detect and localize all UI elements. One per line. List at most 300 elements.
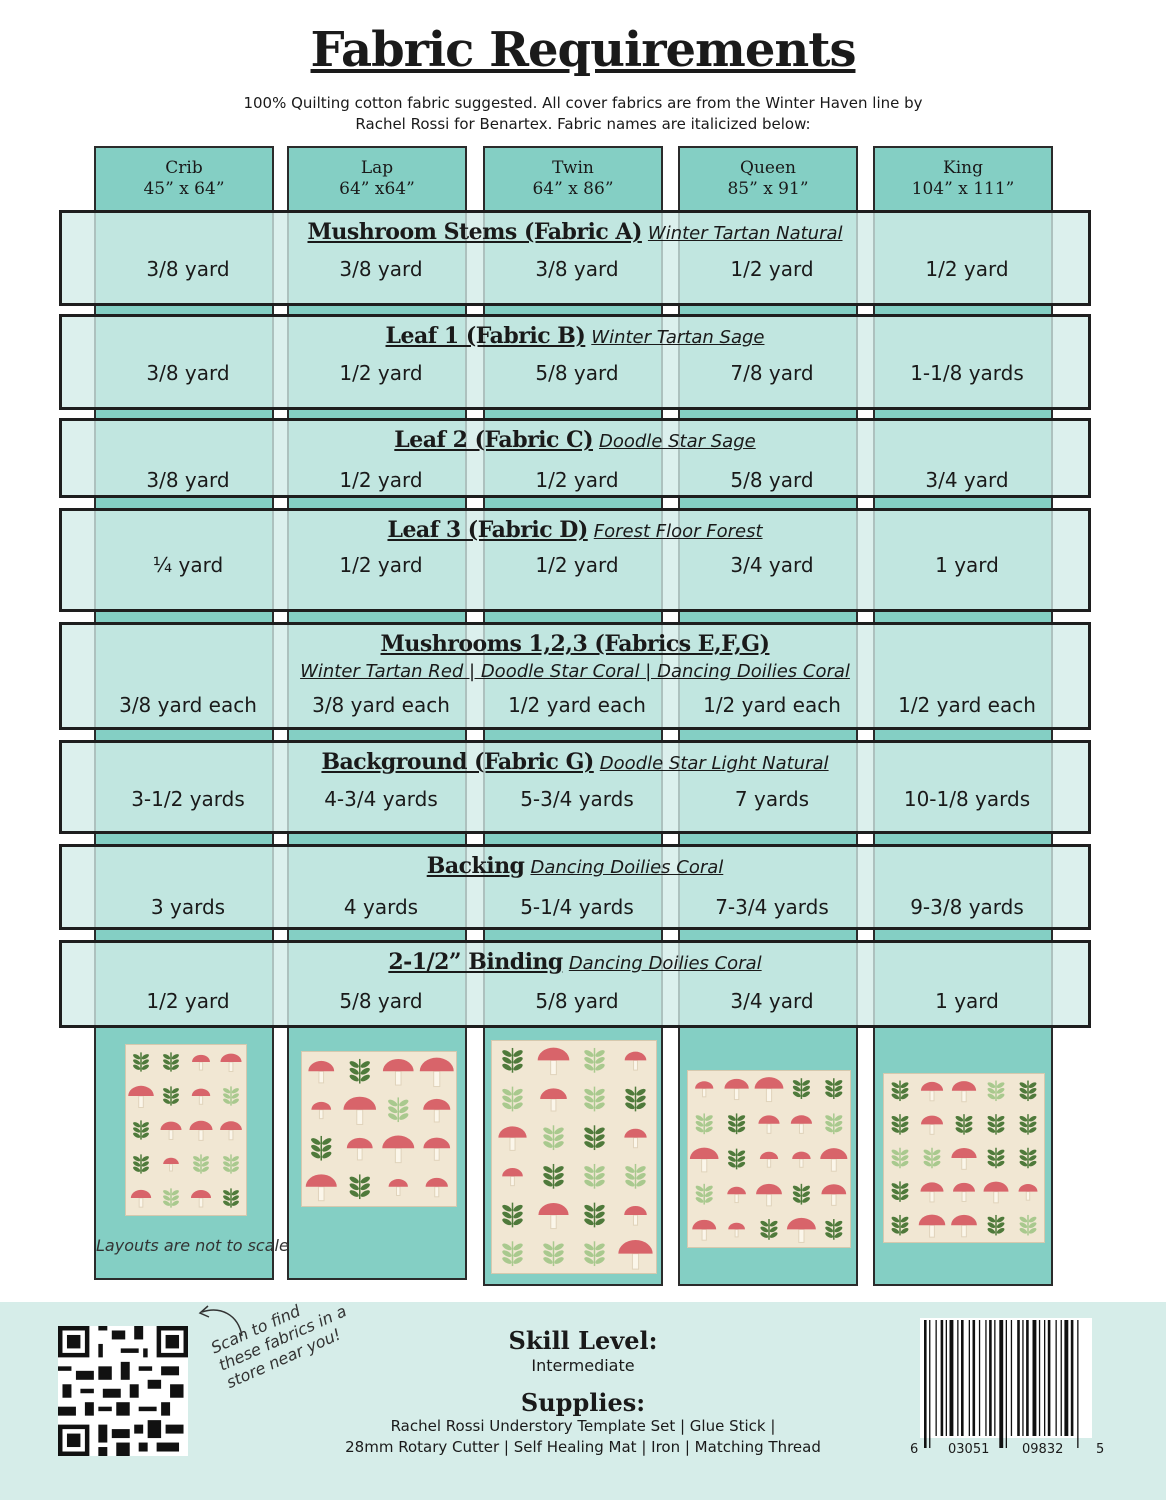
leaf-icon	[891, 1081, 900, 1089]
mushroom-icon	[727, 1187, 746, 1194]
leaf-icon	[736, 1161, 746, 1169]
column-size: 64” x 86”	[532, 179, 614, 199]
yardage-cell: 1/2 yard	[535, 553, 619, 577]
leaf-icon	[360, 1067, 371, 1076]
mushroom-icon	[755, 1077, 784, 1089]
yardage-cell: 7/8 yard	[730, 361, 814, 385]
leaf-icon	[760, 1220, 770, 1228]
barcode-icon	[906, 1318, 1106, 1468]
leaf-icon	[321, 1150, 332, 1159]
leaf-icon	[987, 1115, 996, 1123]
quilt-pattern	[492, 1041, 656, 1273]
leaf-icon	[594, 1242, 605, 1251]
leaf-icon	[824, 1220, 834, 1228]
leaf-icon	[201, 1155, 210, 1162]
mushroom-icon	[695, 1081, 713, 1088]
leaf-icon	[594, 1062, 605, 1071]
leaf-icon	[1028, 1154, 1037, 1162]
skill-level-label: Skill Level:	[508, 1326, 658, 1355]
column-header	[485, 158, 661, 200]
leaf-icon	[635, 1178, 646, 1187]
leaf-icon	[594, 1140, 605, 1149]
yardage-cell: 5-3/4 yards	[520, 787, 634, 811]
leaf-icon	[834, 1085, 844, 1093]
mushroom-icon	[382, 1135, 414, 1148]
leaf-icon	[834, 1079, 844, 1087]
leaf-icon	[132, 1058, 141, 1065]
barcode	[906, 1318, 1106, 1468]
leaf-icon	[1019, 1115, 1028, 1123]
leaf-icon	[635, 1165, 646, 1174]
leaf-icon	[996, 1227, 1005, 1235]
leaf-icon	[1019, 1160, 1028, 1168]
leaf-icon	[624, 1165, 635, 1174]
yardage-cell: 3/4 yard	[925, 468, 1009, 492]
leaf-icon	[996, 1093, 1005, 1101]
leaf-icon	[594, 1256, 605, 1265]
yardage-cell: 1-1/8 yards	[910, 361, 1024, 385]
leaf-icon	[695, 1114, 705, 1122]
column-size: 85” x 91”	[727, 179, 809, 199]
leaf-icon	[222, 1160, 231, 1167]
skill-level-value: Intermediate	[531, 1356, 635, 1375]
yardage-cell: ¼ yard	[152, 553, 224, 577]
leaf-icon	[501, 1203, 512, 1212]
qr-code-icon[interactable]	[58, 1326, 188, 1456]
leaf-icon	[594, 1172, 605, 1181]
leaf-icon	[542, 1249, 553, 1258]
leaf-icon	[387, 1112, 398, 1121]
leaf-icon	[171, 1194, 180, 1201]
leaf-icon	[996, 1148, 1005, 1156]
yardage-cell: 1/2 yard	[339, 468, 423, 492]
leaf-icon	[736, 1114, 746, 1122]
leaf-icon	[171, 1098, 180, 1105]
yardage-cell: 3/8 yard	[339, 257, 423, 281]
mushroom-icon	[128, 1086, 154, 1096]
leaf-icon	[704, 1126, 714, 1134]
leaf-icon	[704, 1114, 714, 1122]
yardage-cell: 1/2 yard	[339, 553, 423, 577]
leaf-icon	[834, 1114, 844, 1122]
leaf-icon	[222, 1189, 231, 1196]
leaf-icon	[501, 1210, 512, 1219]
leaf-icon	[594, 1126, 605, 1135]
yardage-cell: 3 yards	[150, 895, 226, 919]
leaf-icon	[594, 1210, 605, 1219]
leaf-icon	[360, 1189, 371, 1198]
leaf-icon	[824, 1225, 834, 1233]
barcode-digit-group: 03051	[948, 1442, 990, 1457]
leaf-icon	[192, 1160, 201, 1167]
leaf-icon	[594, 1133, 605, 1142]
leaf-icon	[321, 1144, 332, 1153]
row-leaf-3	[59, 508, 1091, 612]
leaf-icon	[501, 1049, 512, 1058]
quilt-pattern	[126, 1045, 246, 1215]
leaf-icon	[348, 1073, 359, 1082]
leaf-icon	[594, 1203, 605, 1212]
leaf-icon	[801, 1085, 811, 1093]
leaf-icon	[162, 1200, 171, 1207]
mushroom-icon	[952, 1081, 976, 1091]
leaf-icon	[583, 1062, 594, 1071]
mushroom-icon	[984, 1182, 1009, 1192]
leaf-icon	[932, 1148, 941, 1156]
yardage-cell: 5/8 yard	[535, 361, 619, 385]
leaf-icon	[141, 1121, 150, 1128]
row-mushroom-stems	[59, 210, 1091, 306]
leaf-icon	[542, 1140, 553, 1149]
row-binding	[59, 940, 1091, 1028]
leaf-icon	[1019, 1227, 1028, 1235]
leaf-icon	[635, 1094, 646, 1103]
leaf-icon	[222, 1194, 231, 1201]
leaf-icon	[769, 1220, 779, 1228]
leaf-icon	[348, 1189, 359, 1198]
leaf-icon	[553, 1165, 564, 1174]
mushroom-icon	[347, 1138, 373, 1148]
yardage-cell: 3-1/2 yards	[131, 787, 245, 811]
supplies-line-1: Rachel Rossi Understory Template Set | Glue Stick |	[390, 1417, 776, 1435]
mushroom-icon	[420, 1058, 454, 1072]
leaf-icon	[583, 1094, 594, 1103]
leaf-icon	[231, 1098, 240, 1105]
mushroom-icon	[791, 1115, 812, 1124]
mushroom-icon	[921, 1082, 943, 1091]
leaf-icon	[900, 1126, 909, 1134]
leaf-icon	[834, 1231, 844, 1239]
leaf-icon	[695, 1185, 705, 1193]
leaf-icon	[348, 1067, 359, 1076]
leaf-icon	[891, 1182, 900, 1190]
column-header	[875, 158, 1051, 200]
mushroom-icon	[426, 1178, 448, 1187]
yardage-cell: 3/8 yard each	[312, 693, 450, 717]
quilt-layout-queen	[687, 1070, 851, 1248]
leaf-icon	[162, 1098, 171, 1105]
leaf-icon	[900, 1160, 909, 1168]
leaf-icon	[996, 1115, 1005, 1123]
row-leaf-1	[59, 314, 1091, 410]
leaf-icon	[594, 1049, 605, 1058]
leaf-icon	[171, 1053, 180, 1060]
leaf-icon	[583, 1056, 594, 1065]
yardage-cell: 3/4 yard	[730, 989, 814, 1013]
leaf-icon	[162, 1058, 171, 1065]
leaf-icon	[769, 1231, 779, 1239]
leaf-icon	[635, 1087, 646, 1096]
yardage-cell: 5-1/4 yards	[520, 895, 634, 919]
leaf-icon	[824, 1090, 834, 1098]
leaf-icon	[162, 1087, 171, 1094]
leaf-icon	[321, 1137, 332, 1146]
leaf-icon	[132, 1121, 141, 1128]
leaf-icon	[964, 1115, 973, 1123]
leaf-icon	[310, 1137, 321, 1146]
leaf-icon	[583, 1165, 594, 1174]
leaf-icon	[1019, 1148, 1028, 1156]
row-title: Backing Dancing Doilies Coral	[426, 853, 724, 879]
leaf-icon	[501, 1256, 512, 1265]
yardage-cell: 7-3/4 yards	[715, 895, 829, 919]
leaf-icon	[932, 1160, 941, 1168]
leaf-icon	[594, 1165, 605, 1174]
leaf-icon	[900, 1193, 909, 1201]
barcode-digit: 5	[1096, 1442, 1105, 1457]
leaf-icon	[387, 1098, 398, 1107]
leaf-icon	[801, 1190, 811, 1198]
leaf-icon	[891, 1148, 900, 1156]
leaf-icon	[792, 1185, 802, 1193]
leaf-icon	[222, 1155, 231, 1162]
yardage-cell: 10-1/8 yards	[903, 787, 1031, 811]
leaf-icon	[891, 1221, 900, 1229]
mushroom-icon	[191, 1190, 211, 1198]
leaf-icon	[996, 1160, 1005, 1168]
yardage-cell: 5/8 yard	[535, 989, 619, 1013]
leaf-icon	[141, 1166, 150, 1173]
leaf-icon	[171, 1087, 180, 1094]
column-size: 64” x64”	[339, 179, 415, 199]
leaf-icon	[594, 1087, 605, 1096]
mushroom-icon	[624, 1206, 647, 1215]
leaf-icon	[736, 1120, 746, 1128]
leaf-icon	[222, 1166, 231, 1173]
leaf-icon	[583, 1203, 594, 1212]
leaf-icon	[501, 1242, 512, 1251]
leaf-icon	[695, 1190, 705, 1198]
leaf-icon	[624, 1094, 635, 1103]
leaf-icon	[987, 1227, 996, 1235]
leaf-icon	[501, 1249, 512, 1258]
leaf-icon	[996, 1087, 1005, 1095]
leaf-icon	[996, 1126, 1005, 1134]
leaf-icon	[162, 1092, 171, 1099]
leaf-icon	[162, 1053, 171, 1060]
leaf-icon	[512, 1062, 523, 1071]
leaf-icon	[996, 1221, 1005, 1229]
mushroom-icon	[758, 1115, 779, 1123]
mushroom-icon	[498, 1126, 526, 1137]
leaf-icon	[900, 1081, 909, 1089]
leaf-icon	[553, 1242, 564, 1251]
leaf-icon	[704, 1185, 714, 1193]
leaf-icon	[231, 1092, 240, 1099]
leaf-icon	[900, 1093, 909, 1101]
leaf-icon	[891, 1193, 900, 1201]
leaf-icon	[583, 1101, 594, 1110]
leaf-icon	[736, 1149, 746, 1157]
leaf-icon	[583, 1140, 594, 1149]
leaf-icon	[624, 1087, 635, 1096]
row-leaf-2	[59, 418, 1091, 498]
leaf-icon	[760, 1231, 770, 1239]
leaf-icon	[222, 1098, 231, 1105]
column-size: 45” x 64”	[143, 179, 225, 199]
leaf-icon	[594, 1178, 605, 1187]
leaf-icon	[727, 1149, 737, 1157]
mushroom-icon	[343, 1097, 376, 1110]
leaf-icon	[1019, 1093, 1028, 1101]
leaf-icon	[141, 1126, 150, 1133]
leaf-icon	[1028, 1227, 1037, 1235]
leaf-icon	[624, 1172, 635, 1181]
leaf-icon	[900, 1221, 909, 1229]
leaf-icon	[891, 1227, 900, 1235]
leaf-icon	[171, 1064, 180, 1071]
column-name: Twin	[552, 158, 594, 178]
leaf-icon	[512, 1203, 523, 1212]
leaf-icon	[360, 1060, 371, 1069]
leaf-icon	[987, 1160, 996, 1168]
leaf-icon	[553, 1126, 564, 1135]
yardage-cell: 1/2 yard	[730, 257, 814, 281]
leaf-icon	[171, 1058, 180, 1065]
quilt-layout-lap	[301, 1051, 457, 1207]
mushroom-icon	[538, 1203, 568, 1215]
leaf-icon	[923, 1148, 932, 1156]
leaf-icon	[583, 1178, 594, 1187]
leaf-icon	[900, 1188, 909, 1196]
leaf-icon	[583, 1249, 594, 1258]
leaf-icon	[834, 1220, 844, 1228]
leaf-icon	[891, 1160, 900, 1168]
yardage-cell: 4-3/4 yards	[324, 787, 438, 811]
leaf-icon	[900, 1227, 909, 1235]
leaf-icon	[1028, 1087, 1037, 1095]
yardage-cell: 1/2 yard each	[898, 693, 1036, 717]
leaf-icon	[727, 1161, 737, 1169]
leaf-icon	[792, 1090, 802, 1098]
leaf-icon	[162, 1189, 171, 1196]
leaf-icon	[987, 1081, 996, 1089]
mushroom-icon	[189, 1121, 212, 1130]
leaf-icon	[891, 1188, 900, 1196]
mushroom-icon	[502, 1168, 523, 1176]
row-title: Background (Fabric G) Doodle Star Light Natural	[321, 749, 829, 775]
leaf-icon	[955, 1115, 964, 1123]
subtitle-line-2: Rachel Rossi for Benartex. Fabric names are italicized below:	[355, 115, 811, 133]
yardage-cell: 3/8 yard	[146, 468, 230, 492]
mushroom-icon	[306, 1174, 337, 1186]
leaf-icon	[834, 1225, 844, 1233]
leaf-icon	[824, 1114, 834, 1122]
yardage-cell: 3/8 yard	[146, 361, 230, 385]
mushroom-icon	[1018, 1184, 1037, 1192]
leaf-icon	[834, 1126, 844, 1134]
leaf-icon	[583, 1217, 594, 1226]
mushroom-icon	[951, 1148, 976, 1158]
yardage-cell: 3/8 yard	[535, 257, 619, 281]
leaf-icon	[542, 1165, 553, 1174]
leaf-icon	[792, 1190, 802, 1198]
leaf-icon	[171, 1189, 180, 1196]
leaf-icon	[553, 1256, 564, 1265]
yardage-cell: 3/8 yard each	[119, 693, 257, 717]
leaf-icon	[1019, 1081, 1028, 1089]
leaf-icon	[900, 1216, 909, 1224]
mushroom-icon	[728, 1223, 745, 1230]
leaf-icon	[310, 1144, 321, 1153]
leaf-icon	[141, 1132, 150, 1139]
leaf-icon	[1019, 1216, 1028, 1224]
leaf-icon	[542, 1256, 553, 1265]
leaf-icon	[824, 1231, 834, 1239]
leaf-icon	[695, 1120, 705, 1128]
supplies-list	[300, 1416, 866, 1458]
mushroom-icon	[690, 1148, 719, 1159]
leaf-icon	[583, 1242, 594, 1251]
mushroom-icon	[163, 1158, 179, 1164]
leaf-icon	[192, 1155, 201, 1162]
yardage-cell: 3/4 yard	[730, 553, 814, 577]
leaf-icon	[1019, 1154, 1028, 1162]
layouts-note: Layouts are not to scale	[96, 1236, 289, 1255]
leaf-icon	[583, 1210, 594, 1219]
leaf-icon	[704, 1120, 714, 1128]
leaf-icon	[201, 1160, 210, 1167]
leaf-icon	[996, 1216, 1005, 1224]
leaf-icon	[594, 1217, 605, 1226]
leaf-icon	[594, 1101, 605, 1110]
leaf-icon	[542, 1178, 553, 1187]
leaf-icon	[398, 1098, 409, 1107]
leaf-icon	[996, 1154, 1005, 1162]
leaf-icon	[964, 1126, 973, 1134]
mushroom-icon	[161, 1122, 182, 1130]
leaf-icon	[900, 1115, 909, 1123]
leaf-icon	[824, 1085, 834, 1093]
leaf-icon	[987, 1087, 996, 1095]
leaf-icon	[1028, 1120, 1037, 1128]
leaf-icon	[727, 1126, 737, 1134]
leaf-icon	[727, 1155, 737, 1163]
leaf-icon	[512, 1087, 523, 1096]
leaf-icon	[501, 1062, 512, 1071]
leaf-icon	[201, 1166, 210, 1173]
leaf-icon	[222, 1200, 231, 1207]
leaf-icon	[231, 1189, 240, 1196]
leaf-icon	[987, 1126, 996, 1134]
yardage-cell: 5/8 yard	[339, 989, 423, 1013]
leaf-icon	[635, 1172, 646, 1181]
leaf-icon	[594, 1056, 605, 1065]
leaf-icon	[1028, 1160, 1037, 1168]
subtitle	[180, 93, 986, 135]
leaf-icon	[141, 1053, 150, 1060]
leaf-icon	[1019, 1087, 1028, 1095]
leaf-icon	[162, 1194, 171, 1201]
mushroom-icon	[756, 1184, 782, 1194]
column-name: Queen	[740, 158, 796, 178]
leaf-icon	[736, 1126, 746, 1134]
row-backing	[59, 844, 1091, 930]
leaf-icon	[635, 1101, 646, 1110]
column-size: 104” x 111”	[911, 179, 1015, 199]
leaf-icon	[553, 1178, 564, 1187]
yardage-cell: 4 yards	[343, 895, 419, 919]
mushroom-icon	[220, 1054, 241, 1062]
leaf-icon	[987, 1093, 996, 1101]
mushroom-icon	[220, 1121, 242, 1130]
leaf-icon	[583, 1087, 594, 1096]
leaf-icon	[132, 1166, 141, 1173]
leaf-icon	[222, 1087, 231, 1094]
leaf-icon	[162, 1064, 171, 1071]
column-header	[96, 158, 272, 200]
leaf-icon	[1028, 1081, 1037, 1089]
